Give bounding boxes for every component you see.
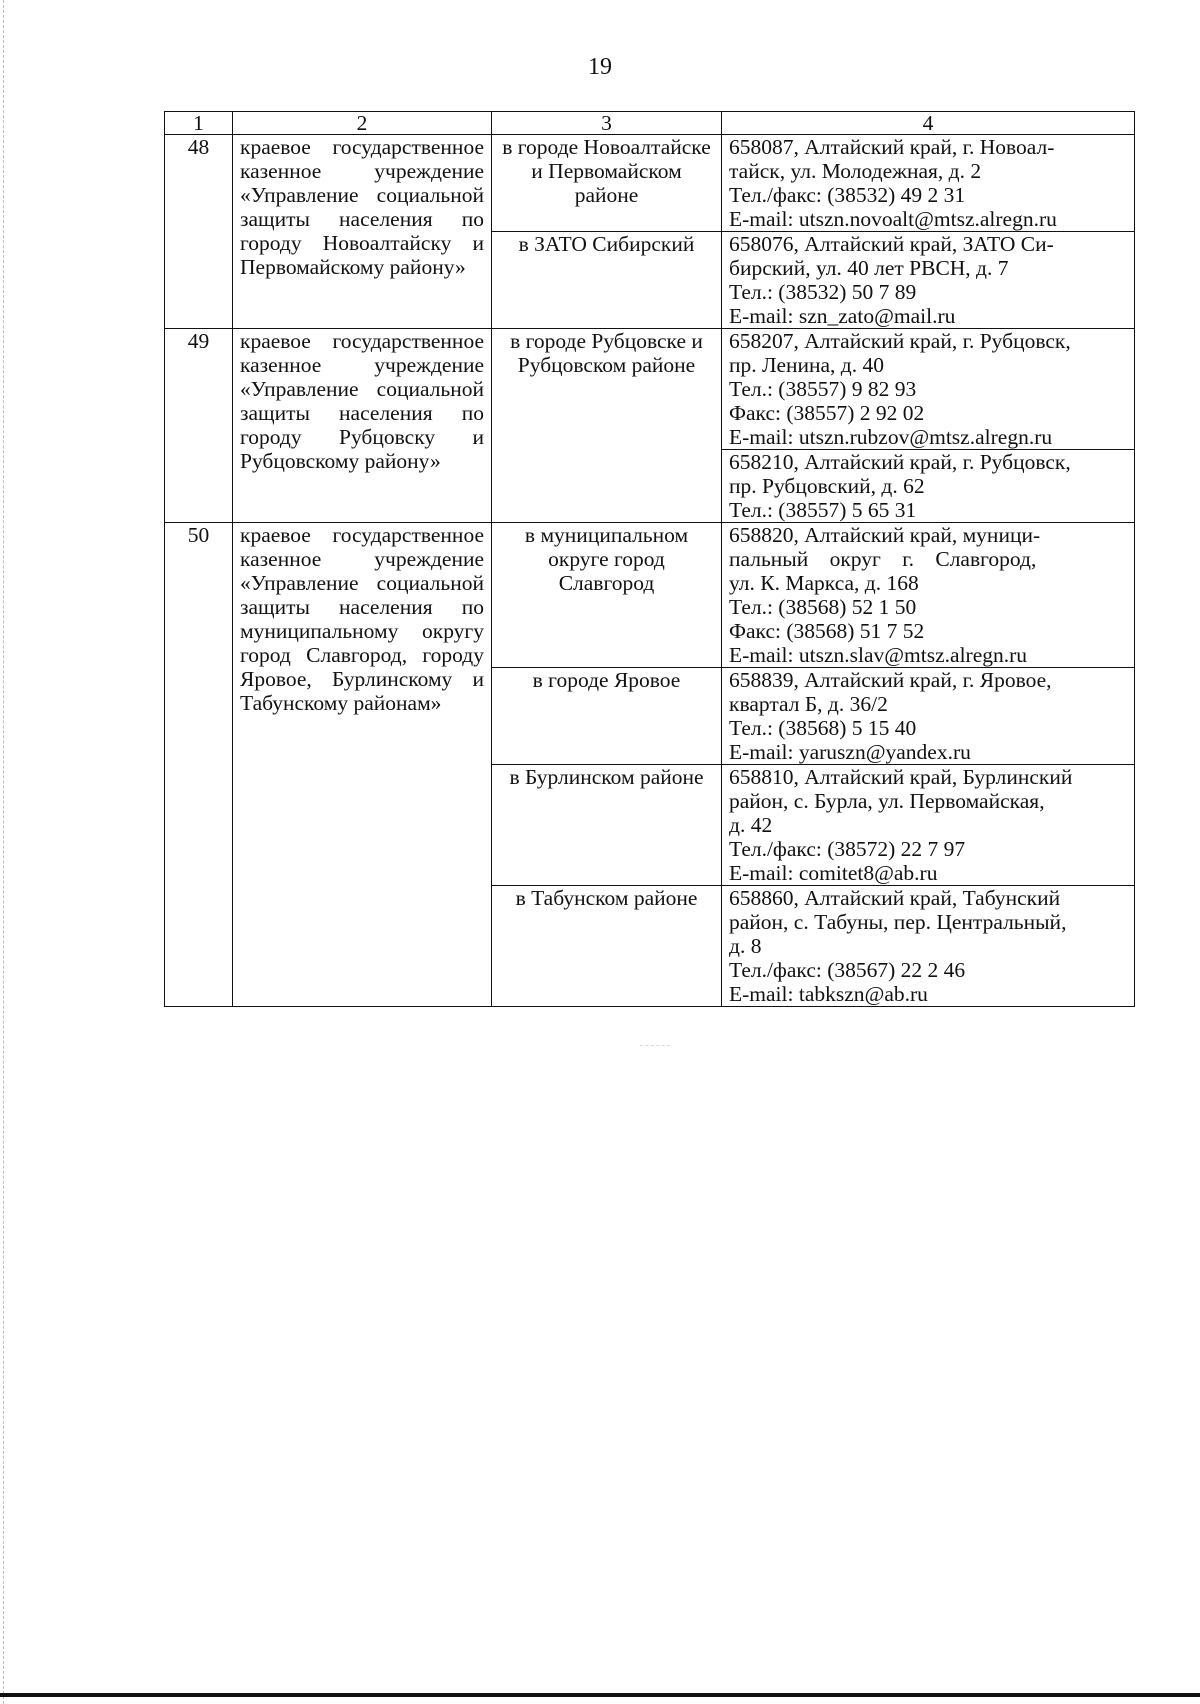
institution-name: краевое государственное казенное учреждение «Управление социальной защиты населения по городу Новоалтайску и Первомайскому району» [233,135,492,329]
phone-line: Тел.: (38532) 50 7 89 [729,280,917,304]
scan-left-margin-line [3,0,5,1704]
email-line: E-mail: comitet8@ab.ru [729,861,938,885]
address-cell [722,232,1135,329]
address-line: 658820, Алтайский край, муници- [729,523,1041,547]
column-header-1: 1 [165,112,233,135]
phone-line: Тел.: (38557) 5 65 31 [729,498,917,522]
address-line: 658839, Алтайский край, г. Яровое, [729,668,1052,692]
address-line: 658860, Алтайский край, Табунский [729,886,1061,910]
address-cell [722,450,1135,523]
institution-name: краевое государственное казенное учреждение «Управление социальной защиты населения по муниципальному округу город Славгород, городу Яровое, Бурлинскому и Табунскому районам» [233,523,492,1007]
address-line: 658087, Алтайский край, г. Новоал- [729,135,1055,159]
phone-line: Тел./факс: (38532) 49 2 31 [729,183,966,207]
column-header-3: 3 [492,112,722,135]
header-row [165,112,1135,135]
institution-name: краевое государственное казенное учреждение «Управление социальной защиты населения по городу Рубцовску и Рубцовскому району» [233,329,492,523]
email-line: E-mail: yaruszn@yandex.ru [729,740,971,764]
territory-cell: в Табунском районе [492,886,722,1007]
address-line: 658076, Алтайский край, ЗАТО Си- [729,232,1054,256]
phone-line: Тел.: (38557) 9 82 93 [729,377,917,401]
fax-line: Факс: (38557) 2 92 02 [729,401,925,425]
table-row [165,523,1135,668]
territory-cell: в городе Новоалтайске и Первомайском районе [492,135,722,232]
address-line: д. 42 [729,813,773,837]
email-line: E-mail: szn_zato@mail.ru [729,304,956,328]
address-line: пр. Ленина, д. 40 [729,353,884,377]
address-line: д. 8 [729,934,762,958]
email-line: E-mail: tabkszn@ab.ru [729,982,928,1006]
row-number: 48 [165,135,233,329]
table-row [165,135,1135,232]
address-cell [722,523,1135,668]
page-number: 19 [588,54,612,80]
row-number: 50 [165,523,233,1007]
email-line: E-mail: utszn.slav@mtsz.alregn.ru [729,643,1028,667]
phone-line: Тел.: (38568) 52 1 50 [729,595,917,619]
phone-line: Тел.: (38568) 5 15 40 [729,716,917,740]
column-header-2: 2 [233,112,492,135]
address-line: бирский, ул. 40 лет РВСН, д. 7 [729,256,1009,280]
address-line: пр. Рубцовский, д. 62 [729,474,925,498]
territory-cell: в Бурлинском районе [492,765,722,886]
territory-cell: в ЗАТО Сибирский [492,232,722,329]
row-number: 49 [165,329,233,523]
address-line: 658810, Алтайский край, Бурлинский [729,765,1073,789]
email-line: E-mail: utszn.novoalt@mtsz.alregn.ru [729,207,1057,231]
scan-artifact [640,1045,670,1047]
column-header-4: 4 [722,112,1135,135]
address-cell [722,668,1135,765]
address-cell [722,765,1135,886]
phone-line: Тел./факс: (38572) 22 7 97 [729,837,966,861]
territory-cell: в городе Яровое [492,668,722,765]
address-line: тайск, ул. Молодежная, д. 2 [729,159,982,183]
scan-bottom-edge [0,1693,1200,1697]
address-line: квартал Б, д. 36/2 [729,692,888,716]
service-offices-table [164,111,1135,1007]
address-cell [722,886,1135,1007]
address-line: 658210, Алтайский край, г. Рубцовск, [729,450,1071,474]
address-line: район, с. Табуны, пер. Центральный, [729,910,1067,934]
address-cell [722,329,1135,450]
fax-line: Факс: (38568) 51 7 52 [729,619,925,643]
table-row [165,329,1135,450]
address-cell [722,135,1135,232]
phone-line: Тел./факс: (38567) 22 2 46 [729,958,966,982]
email-line: E-mail: utszn.rubzov@mtsz.alregn.ru [729,425,1053,449]
address-line: 658207, Алтайский край, г. Рубцовск, [729,329,1071,353]
address-line: ул. К. Маркса, д. 168 [729,571,919,595]
territory-cell: в муниципальном округе город Славгород [492,523,722,668]
address-line: пальный округ г. Славгород, [729,547,1037,571]
address-line: район, с. Бурла, ул. Первомайская, [729,789,1045,813]
territory-cell: в городе Рубцовске и Рубцовском районе [492,329,722,523]
